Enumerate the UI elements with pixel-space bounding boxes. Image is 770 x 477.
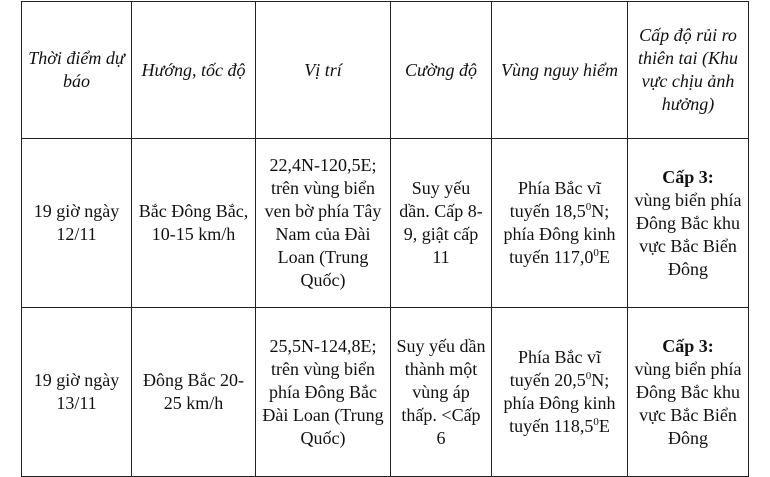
- cell-intensity: Suy yếu dần. Cấp 8-9, giật cấp 11: [391, 139, 492, 308]
- cell-risk-level: [628, 139, 749, 308]
- cell-direction-speed: Bắc Đông Bắc, 10-15 km/h: [132, 139, 256, 308]
- danger-zone-lon: phía Đông kinh tuyến 117,0$^0$E: [503, 224, 616, 267]
- cell-position: 22,4N-120,5E; trên vùng biển ven bờ phía Tây Nam của Đài Loan (Trung Quốc): [256, 139, 391, 308]
- cell-time: 19 giờ ngày 12/11: [22, 139, 132, 308]
- risk-area: vùng biển phía Đông Bắc khu vực Bắc Biển Đông: [634, 189, 742, 279]
- danger-zone-lon: phía Đông kinh tuyến 118,5$^0$E: [503, 393, 616, 436]
- danger-zone-lat: Phía Bắc vĩ tuyến 18,5$^0$N;: [509, 178, 610, 221]
- table-row: [22, 139, 749, 308]
- header-danger-zone: Vùng nguy hiểm: [492, 2, 628, 139]
- cell-risk-level: [628, 308, 749, 477]
- cell-danger-zone: [492, 139, 628, 308]
- risk-level-label: Cấp 3:: [662, 335, 714, 356]
- header-forecast-time: Thời điểm dự báo: [22, 2, 132, 139]
- header-intensity: Cường độ: [391, 2, 492, 139]
- header-position: Vị trí: [256, 2, 391, 139]
- cell-time: 19 giờ ngày 13/11: [22, 308, 132, 477]
- table-header-row: [22, 2, 749, 139]
- header-direction-speed: Hướng, tốc độ: [132, 2, 256, 139]
- danger-zone-lat: Phía Bắc vĩ tuyến 20,5$^0$N;: [509, 347, 610, 390]
- header-risk-level: Cấp độ rủi ro thiên tai (Khu vực chịu ảnh hưởng): [628, 2, 749, 139]
- risk-level-label: Cấp 3:: [662, 166, 714, 187]
- forecast-table: [21, 1, 749, 477]
- cell-position: 25,5N-124,8E; trên vùng biển phía Đông Bắc Đài Loan (Trung Quốc): [256, 308, 391, 477]
- risk-area: vùng biển phía Đông Bắc khu vực Bắc Biển Đông: [634, 358, 742, 448]
- cell-direction-speed: Đông Bắc 20-25 km/h: [132, 308, 256, 477]
- cell-danger-zone: [492, 308, 628, 477]
- table-row: [22, 308, 749, 477]
- cell-intensity: Suy yếu dần thành một vùng áp thấp. <Cấp 6: [391, 308, 492, 477]
